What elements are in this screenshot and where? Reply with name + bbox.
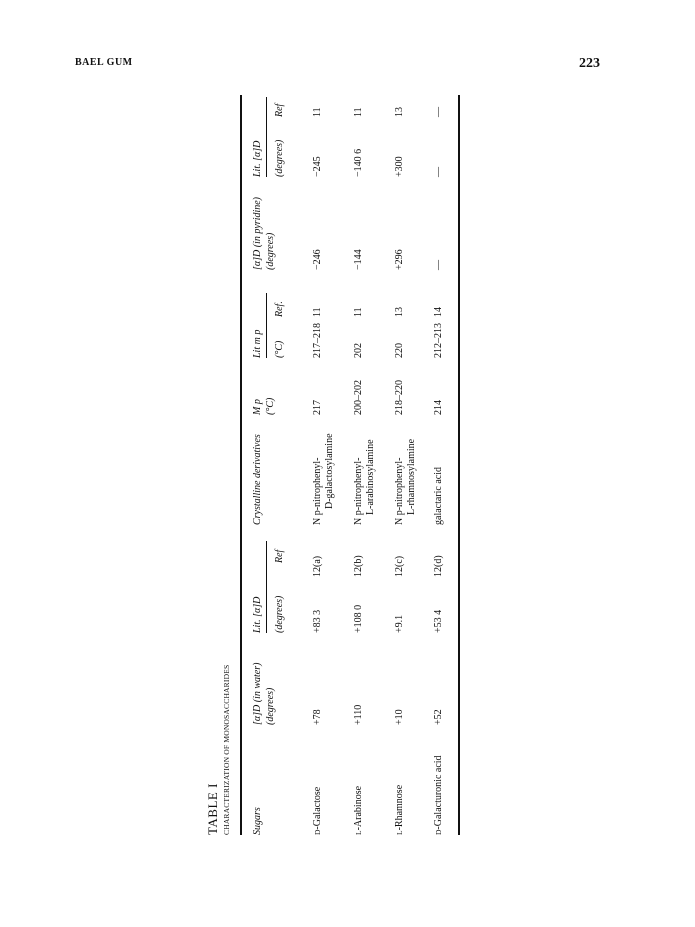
table-cell: N p-nitrophenyl- (394, 457, 405, 525)
table-cell: 202 (353, 343, 364, 358)
header-lit-rot2: Lit. [α]D (252, 140, 263, 177)
table-cell: 11 (353, 307, 364, 317)
header-lit-mp-unit: (°C) (274, 340, 285, 358)
header-lit-rot: Lit. [α]D (252, 596, 263, 633)
table-cell: +300 (394, 156, 405, 177)
table-cell: 12(d) (433, 555, 444, 577)
table-cell: 217 (312, 400, 323, 415)
table-cell: +108 0 (353, 604, 364, 633)
header-lit-rot-ref: Ref (274, 549, 285, 563)
table-cell: N p-nitrophenyl- (312, 457, 323, 525)
table-cell: +10 (394, 709, 405, 725)
page-number: 223 (579, 56, 600, 71)
header-lit-rot2-unit: (degrees) (274, 139, 285, 177)
table-cell: +110 (353, 704, 364, 725)
table-cell: −144 (353, 249, 364, 270)
top-rule (240, 95, 242, 835)
table-cell: 214 (433, 400, 444, 415)
table-cell: galactaric acid (433, 466, 444, 525)
table-row-sugar: D-Galacturonic acid (433, 755, 444, 835)
table-cell: 200–202 (353, 380, 364, 415)
running-head: BAEL GUM (75, 57, 133, 68)
table-cell: L-arabinosylamine (365, 439, 376, 515)
table-label: TABLE I (205, 783, 220, 835)
bottom-rule (458, 95, 460, 835)
header-lit-rot-unit: (degrees) (274, 595, 285, 633)
table-row-sugar: L-Arabinose (353, 785, 364, 835)
header-rule (266, 541, 267, 633)
header-lit-mp: Lit m p (252, 329, 263, 358)
table-cell: +52 (433, 709, 444, 725)
header-mp: M p (252, 399, 263, 415)
table-cell: L-rhamnosylamine (406, 438, 417, 515)
header-derivatives: Crystalline derivatives (252, 434, 263, 525)
table-cell: 217–218 (312, 323, 323, 358)
table-cell: 220 (394, 343, 405, 358)
header-lit-mp-ref: Ref. (274, 301, 285, 317)
header-rule (266, 97, 267, 177)
table-cell: 11 (312, 307, 323, 317)
table-cell: +78 (312, 709, 323, 725)
table-cell: N p-nitrophenyl- (353, 457, 364, 525)
table-cell: −140 6 (353, 148, 364, 177)
header-sugars: Sugars (252, 807, 263, 835)
table-cell: +9.1 (394, 614, 405, 633)
table-cell: 12(b) (353, 555, 364, 577)
header-rot-pyr: [α]D (in pyridine) (252, 196, 263, 270)
table-cell: −245 (312, 156, 323, 177)
table-cell: 13 (394, 307, 405, 317)
table-cell: — (433, 260, 444, 270)
header-rule (266, 293, 267, 358)
table-cell: 12(c) (394, 555, 405, 577)
table-cell: 11 (312, 107, 323, 117)
rotated-table (200, 95, 462, 835)
header-lit-rot2-ref: Ref (274, 103, 285, 117)
table-row-sugar: L-Rhamnose (394, 784, 405, 835)
table-title: CHARACTERIZATION OF MONOSACCHARIDES (222, 664, 231, 835)
table-cell: 12(a) (312, 555, 323, 577)
table-cell: D-galactosylamine (324, 433, 335, 509)
table-cell: — (433, 107, 444, 117)
table-cell: 11 (353, 107, 364, 117)
header-rot-water-unit: (degrees) (265, 687, 276, 725)
table-row-sugar: D-Galactose (312, 786, 323, 835)
header-rot-pyr-unit: (degrees) (265, 232, 276, 270)
table-cell: +53 4 (433, 609, 444, 633)
header-mp-unit: (°C) (265, 397, 276, 415)
table-cell: +83 3 (312, 609, 323, 633)
table-cell: 218–220 (394, 380, 405, 415)
table-cell: −246 (312, 249, 323, 270)
table-cell: 13 (394, 107, 405, 117)
table-cell: — (433, 167, 444, 177)
table-cell: 14 (433, 307, 444, 317)
table-cell: +296 (394, 249, 405, 270)
header-rot-water: [α]D (in water) (252, 662, 263, 725)
table-cell: 212–213 (433, 323, 444, 358)
